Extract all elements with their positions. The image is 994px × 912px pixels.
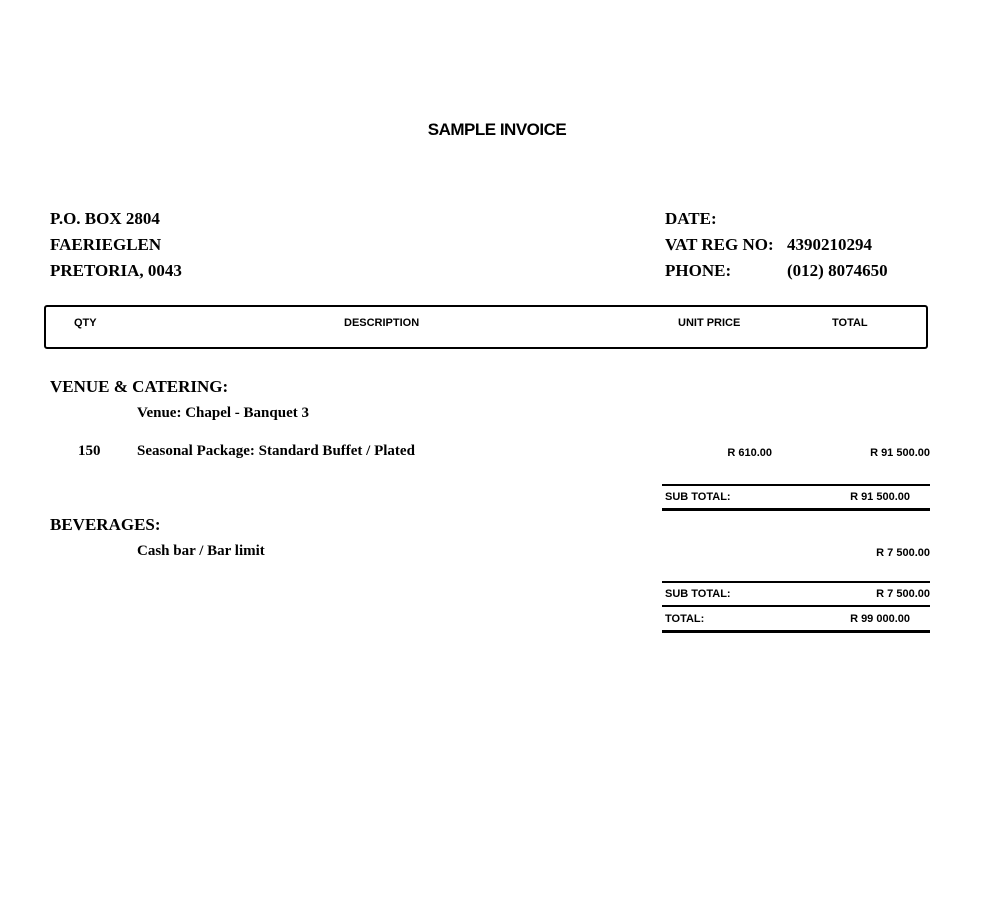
grand-total-label: TOTAL: bbox=[665, 613, 705, 625]
beverage-total: R 7 500.00 bbox=[876, 547, 930, 559]
item-total: R 91 500.00 bbox=[870, 447, 930, 459]
grand-total-top-rule bbox=[662, 605, 930, 607]
vat-row bbox=[665, 232, 888, 258]
subtotal2-top-rule bbox=[662, 581, 930, 583]
address-line-3: PRETORIA, 0043 bbox=[50, 261, 182, 280]
grand-total-value: R 99 000.00 bbox=[850, 613, 910, 625]
vat-label: VAT REG NO: bbox=[665, 235, 774, 254]
invoice-meta bbox=[665, 206, 888, 284]
phone-label: PHONE: bbox=[665, 261, 732, 280]
column-unit-price: UNIT PRICE bbox=[678, 317, 741, 329]
phone-value: (012) 8074650 bbox=[787, 261, 888, 280]
subtotal-value-beverages: R 7 500.00 bbox=[876, 588, 930, 600]
phone-row bbox=[665, 258, 888, 284]
column-qty: QTY bbox=[74, 317, 97, 329]
venue-line: Venue: Chapel - Banquet 3 bbox=[137, 405, 309, 421]
invoice-title: SAMPLE INVOICE bbox=[427, 120, 567, 139]
address-line-2: FAERIEGLEN bbox=[50, 235, 162, 254]
subtotal-top-rule bbox=[662, 484, 930, 486]
item-unit-price: R 610.00 bbox=[727, 447, 772, 459]
column-total: TOTAL bbox=[832, 317, 868, 329]
column-description: DESCRIPTION bbox=[344, 317, 420, 329]
date-row bbox=[665, 206, 888, 232]
grand-total-bottom-rule bbox=[662, 630, 930, 633]
section-heading-venue-catering: VENUE & CATERING: bbox=[50, 377, 229, 396]
column-header-box bbox=[44, 305, 928, 349]
item-description: Seasonal Package: Standard Buffet / Plated bbox=[137, 443, 415, 459]
address-line-1: P.O. BOX 2804 bbox=[50, 209, 160, 228]
sender-address bbox=[50, 206, 182, 284]
section-heading-beverages: BEVERAGES: bbox=[50, 515, 161, 534]
item-qty: 150 bbox=[78, 443, 101, 459]
subtotal-bottom-rule bbox=[662, 508, 930, 511]
subtotal-label-venue: SUB TOTAL: bbox=[665, 491, 731, 503]
beverage-description: Cash bar / Bar limit bbox=[137, 543, 265, 559]
subtotal-value-venue: R 91 500.00 bbox=[850, 491, 910, 503]
vat-value: 4390210294 bbox=[787, 235, 872, 254]
subtotal-label-beverages: SUB TOTAL: bbox=[665, 588, 731, 600]
date-label: DATE: bbox=[665, 209, 717, 228]
